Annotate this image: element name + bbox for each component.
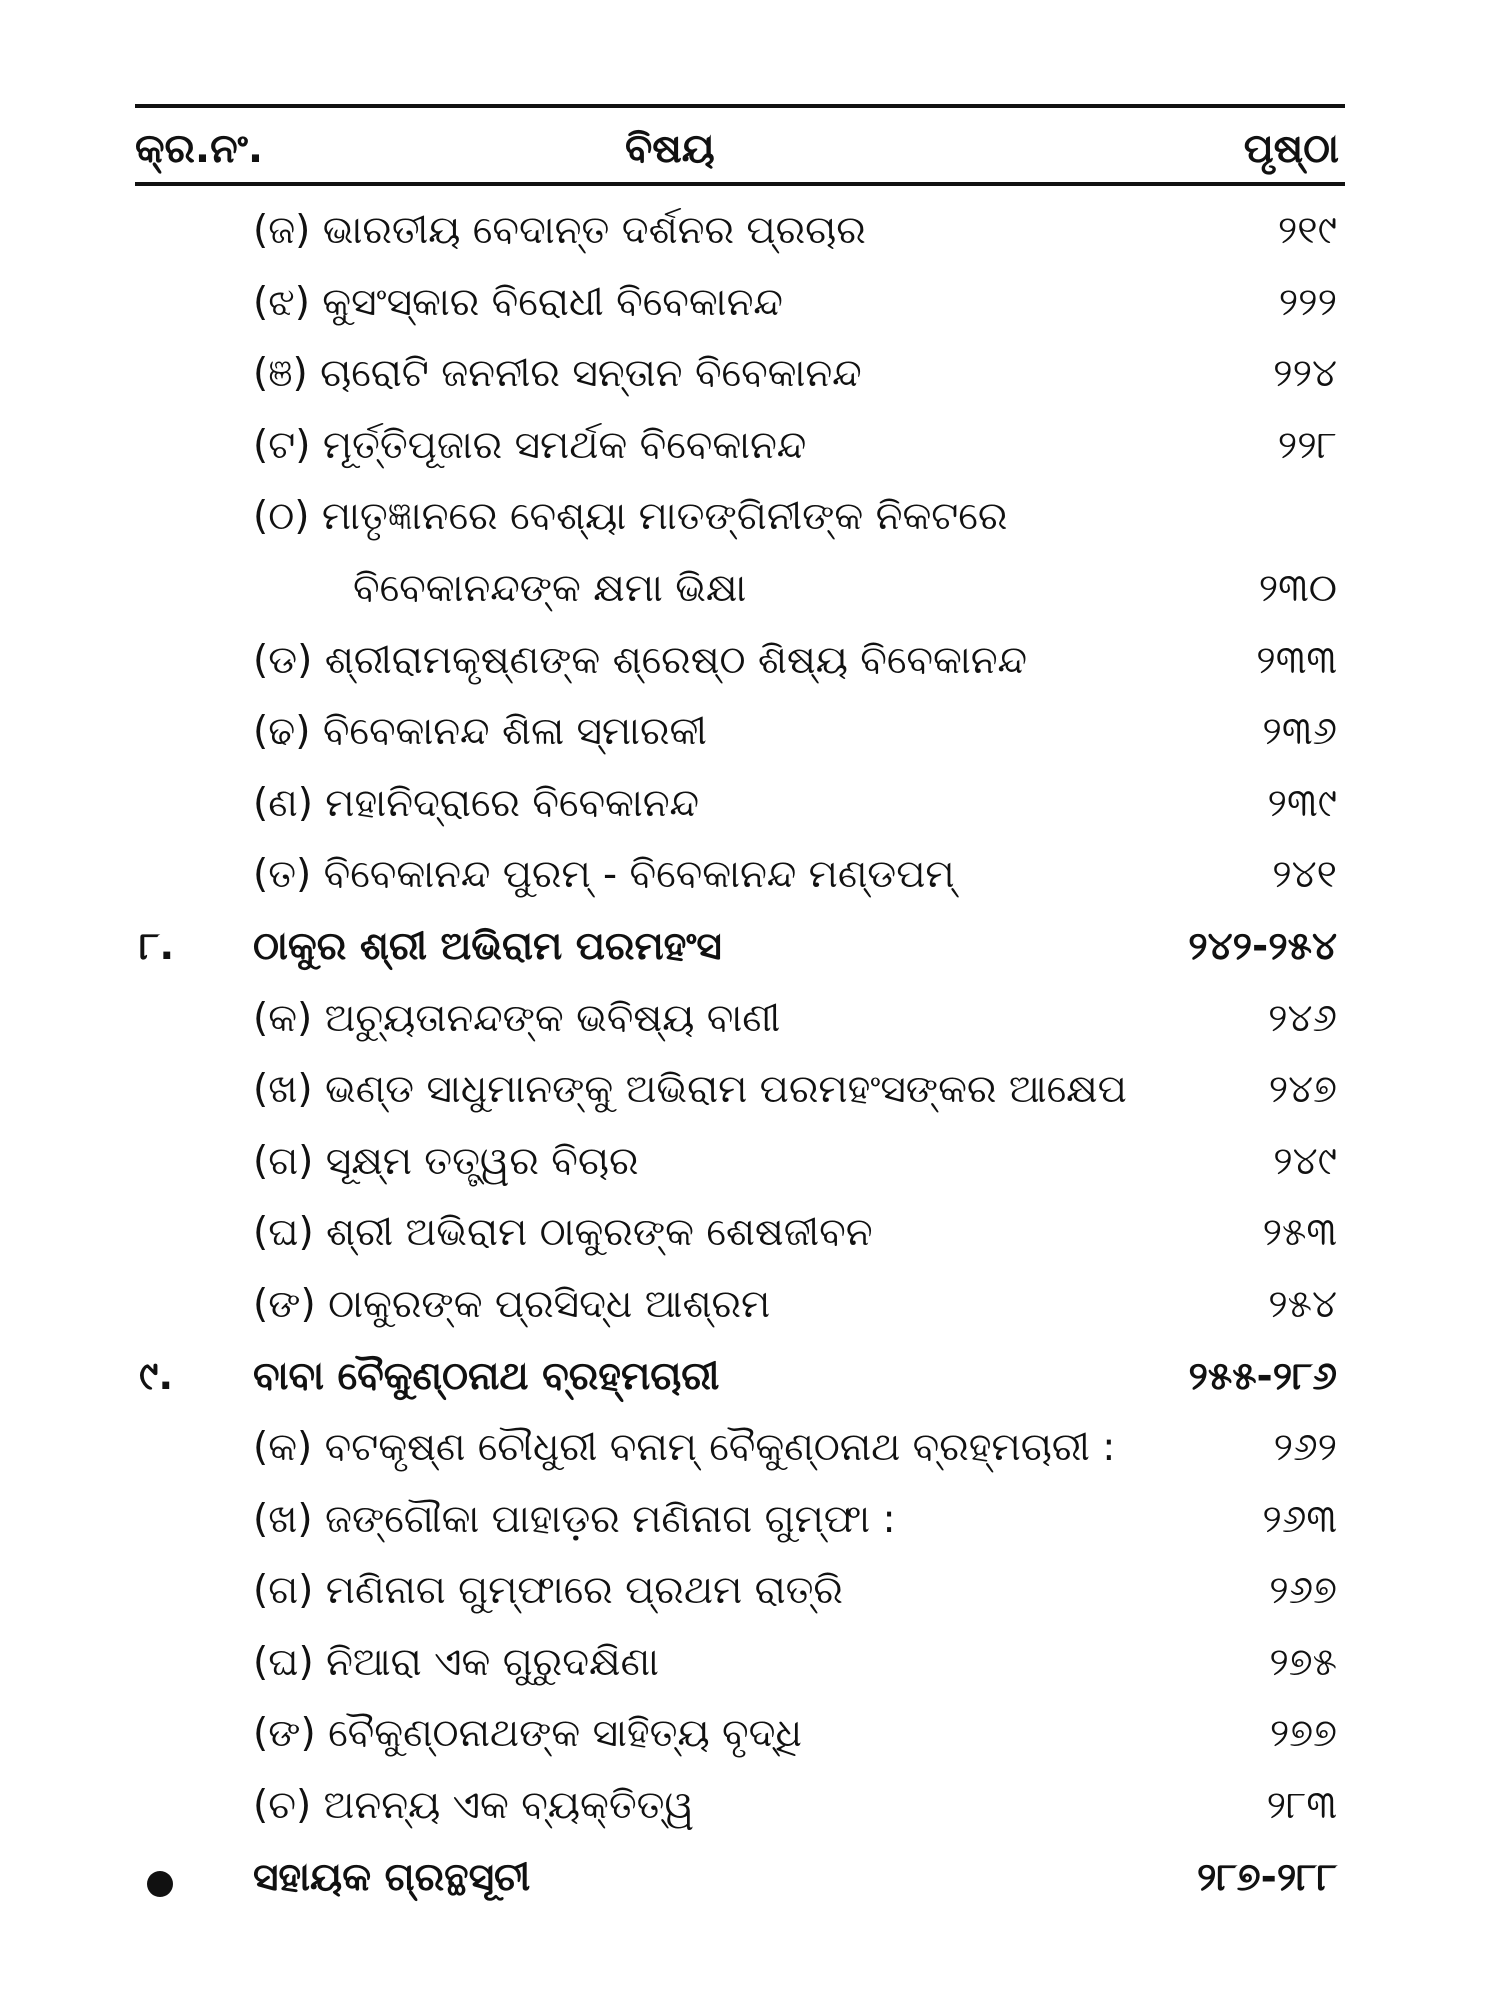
header-serial-number: କ୍ର.ନଂ.	[135, 126, 264, 172]
entry-page-number: ୨୩୬	[1262, 709, 1337, 755]
toc-header	[135, 108, 1345, 178]
entry-page-number: ୨୭୭	[1269, 1711, 1337, 1757]
entry-title: ସହାୟକ ଗ୍ରନ୍ଥସୂଚୀ	[253, 1854, 531, 1900]
entry-title: (ଟ) ମୂର୍ତ୍ତିପୂଜାର ସମର୍ଥକ ବିବେକାନନ୍ଦ	[253, 422, 807, 468]
entry-page-number: ୨୩୦	[1258, 565, 1337, 611]
toc-entry-row	[135, 697, 1345, 769]
entry-page-number: ୨୨୮	[1277, 422, 1337, 468]
section-number: ୯.	[139, 1353, 174, 1399]
toc-entry-row	[135, 1198, 1345, 1270]
toc-entry-row	[135, 1628, 1345, 1700]
entry-title: (ଞ) ଚାରୋଟି ଜନନୀର ସନ୍ତାନ ବିବେକାନନ୍ଦ	[253, 351, 862, 397]
toc-entry-row	[135, 1771, 1345, 1843]
entry-page-number: ୨୫୫-୨୮୬	[1188, 1353, 1337, 1399]
entry-page-number: ୨୭୫	[1269, 1639, 1337, 1685]
section-number: ୮.	[139, 923, 175, 969]
entry-page-number: ୨୬୨	[1273, 1425, 1337, 1471]
entry-page-number: ୨୫୩	[1262, 1210, 1337, 1256]
entry-page-number: ୨୪୯	[1273, 1138, 1337, 1184]
entry-title: ବିବେକାନନ୍ଦଙ୍କ କ୍ଷମା ଭିକ୍ଷା	[353, 565, 747, 611]
entry-title: (ଢ) ବିବେକାନନ୍ଦ ଶିଳା ସ୍ମାରକୀ	[253, 709, 707, 755]
toc-entry-row	[135, 411, 1345, 483]
entry-page-number: ୨୮୭-୨୮୮	[1197, 1854, 1337, 1900]
toc-entry-row	[135, 984, 1345, 1056]
toc-entry-row	[135, 268, 1345, 340]
toc-section-row	[135, 1342, 1345, 1414]
entry-title: (ଚ) ଅନନ୍ୟ ଏକ ବ୍ୟକ୍ତିତ୍ୱ	[253, 1783, 694, 1829]
entry-page-number: ୨୧୯	[1277, 208, 1337, 253]
entry-page-number: ୨୩୯	[1267, 780, 1337, 826]
entry-title: ବାବା ବୈକୁଣ୍ଠନାଥ ବ୍ରହ୍ମଚାରୀ	[253, 1353, 720, 1399]
toc-entry-row	[135, 769, 1345, 841]
entry-title: (ଖ) ଭଣ୍ଡ ସାଧୁମାନଙ୍କୁ ଅଭିରାମ ପରମହଂସଙ୍କର ଆକ୍ଷେପ	[253, 1067, 1127, 1113]
toc-entries	[135, 196, 1345, 1914]
entry-title: (ଜ) ଭାରତୀୟ ବେଦାନ୍ତ ଦର୍ଶନର ପ୍ରଚାର	[253, 208, 866, 253]
toc-entry-row	[135, 840, 1345, 912]
toc-section-row	[135, 912, 1345, 984]
entry-page-number: ୨୩୩	[1256, 637, 1337, 683]
entry-page-number: ୨୮୩	[1266, 1783, 1337, 1829]
entry-title: (ଙ) ବୈକୁଣ୍ଠନାଥଙ୍କ ସାହିତ୍ୟ ବୃଦ୍ଧି	[253, 1711, 802, 1757]
header-subject: ବିଷୟ	[625, 126, 715, 172]
entry-page-number: ୨୫୪	[1268, 1281, 1337, 1327]
bullet-icon	[147, 1871, 173, 1897]
entry-title: (ଣ) ମହାନିଦ୍ରାରେ ବିବେକାନନ୍ଦ	[253, 780, 700, 826]
entry-page-number: ୨୪୬	[1268, 995, 1337, 1041]
entry-title: (ଡ) ଶ୍ରୀରାମକୃଷ୍ଣଙ୍କ ଶ୍ରେଷ୍ଠ ଶିଷ୍ୟ ବିବେକାନନ୍ଦ	[253, 637, 1027, 683]
entry-page-number: ୨୬୭	[1269, 1568, 1337, 1614]
toc-entry-row	[135, 196, 1345, 268]
toc-entry-row	[135, 554, 1345, 626]
header-page: ପୃଷ୍ଠା	[1243, 126, 1339, 172]
toc-entry-row	[135, 1485, 1345, 1557]
header-rule	[135, 182, 1345, 186]
entry-page-number: ୨୨୨	[1278, 279, 1337, 325]
entry-title: (ଘ) ନିଆରା ଏକ ଗୁରୁଦକ୍ଷିଣା	[253, 1639, 659, 1685]
toc-entry-row	[135, 1127, 1345, 1199]
entry-title: ଠାକୁର ଶ୍ରୀ ଅଭିରାମ ପରମହଂସ	[253, 923, 722, 969]
toc-entry-row	[135, 1413, 1345, 1485]
toc-entry-row	[135, 339, 1345, 411]
toc-section-row	[135, 1843, 1345, 1915]
entry-title: (ଗ) ସୂକ୍ଷ୍ମ ତତ୍ତ୍ୱର ବିଚାର	[253, 1138, 639, 1184]
toc-entry-row	[135, 1699, 1345, 1771]
entry-title: (କ) ବଟକୃଷ୍ଣ ଚୌଧୁରୀ ବନାମ୍ ବୈକୁଣ୍ଠନାଥ ବ୍ରହ୍ମଚାରୀ :	[253, 1425, 1116, 1471]
entry-page-number: ୨୪୨-୨୫୪	[1188, 923, 1337, 969]
entry-title: (ଘ) ଶ୍ରୀ ଅଭିରାମ ଠାକୁରଙ୍କ ଶେଷଜୀବନ	[253, 1210, 873, 1256]
entry-page-number: ୨୪୭	[1268, 1067, 1337, 1113]
toc-entry-row	[135, 482, 1345, 554]
toc-page	[135, 104, 1345, 1914]
entry-title: (ଙ) ଠାକୁରଙ୍କ ପ୍ରସିଦ୍ଧ ଆଶ୍ରମ	[253, 1281, 771, 1327]
entry-title: (ଠ) ମାତୃଜ୍ଞାନରେ ବେଶ୍ୟା ମାତଙ୍ଗିନୀଙ୍କ ନିକଟରେ	[253, 494, 1008, 540]
entry-title: (ତ) ବିବେକାନନ୍ଦ ପୁରମ୍ - ବିବେକାନନ୍ଦ ମଣ୍ଡପମ୍	[253, 852, 955, 898]
toc-entry-row	[135, 1270, 1345, 1342]
entry-title: (ଝ) କୁସଂସ୍କାର ବିରୋଧୀ ବିବେକାନନ୍ଦ	[253, 279, 783, 325]
toc-entry-row	[135, 1556, 1345, 1628]
toc-entry-row	[135, 1055, 1345, 1127]
toc-entry-row	[135, 626, 1345, 698]
entry-page-number: ୨୨୪	[1273, 351, 1337, 397]
entry-page-number: ୨୬୩	[1262, 1496, 1337, 1542]
entry-title: (ଖ) ଜଙ୍ଗୌକା ପାହାଡ଼ର ମଣିନାଗ ଗୁମ୍ଫା :	[253, 1496, 896, 1542]
entry-title: (କ) ଅଚ୍ୟୁତାନନ୍ଦଙ୍କ ଭବିଷ୍ୟ ବାଣୀ	[253, 995, 781, 1041]
entry-title: (ଗ) ମଣିନାଗ ଗୁମ୍ଫାରେ ପ୍ରଥମ ରାତ୍ରି	[253, 1568, 843, 1614]
entry-page-number: ୨୪୧	[1272, 852, 1337, 898]
